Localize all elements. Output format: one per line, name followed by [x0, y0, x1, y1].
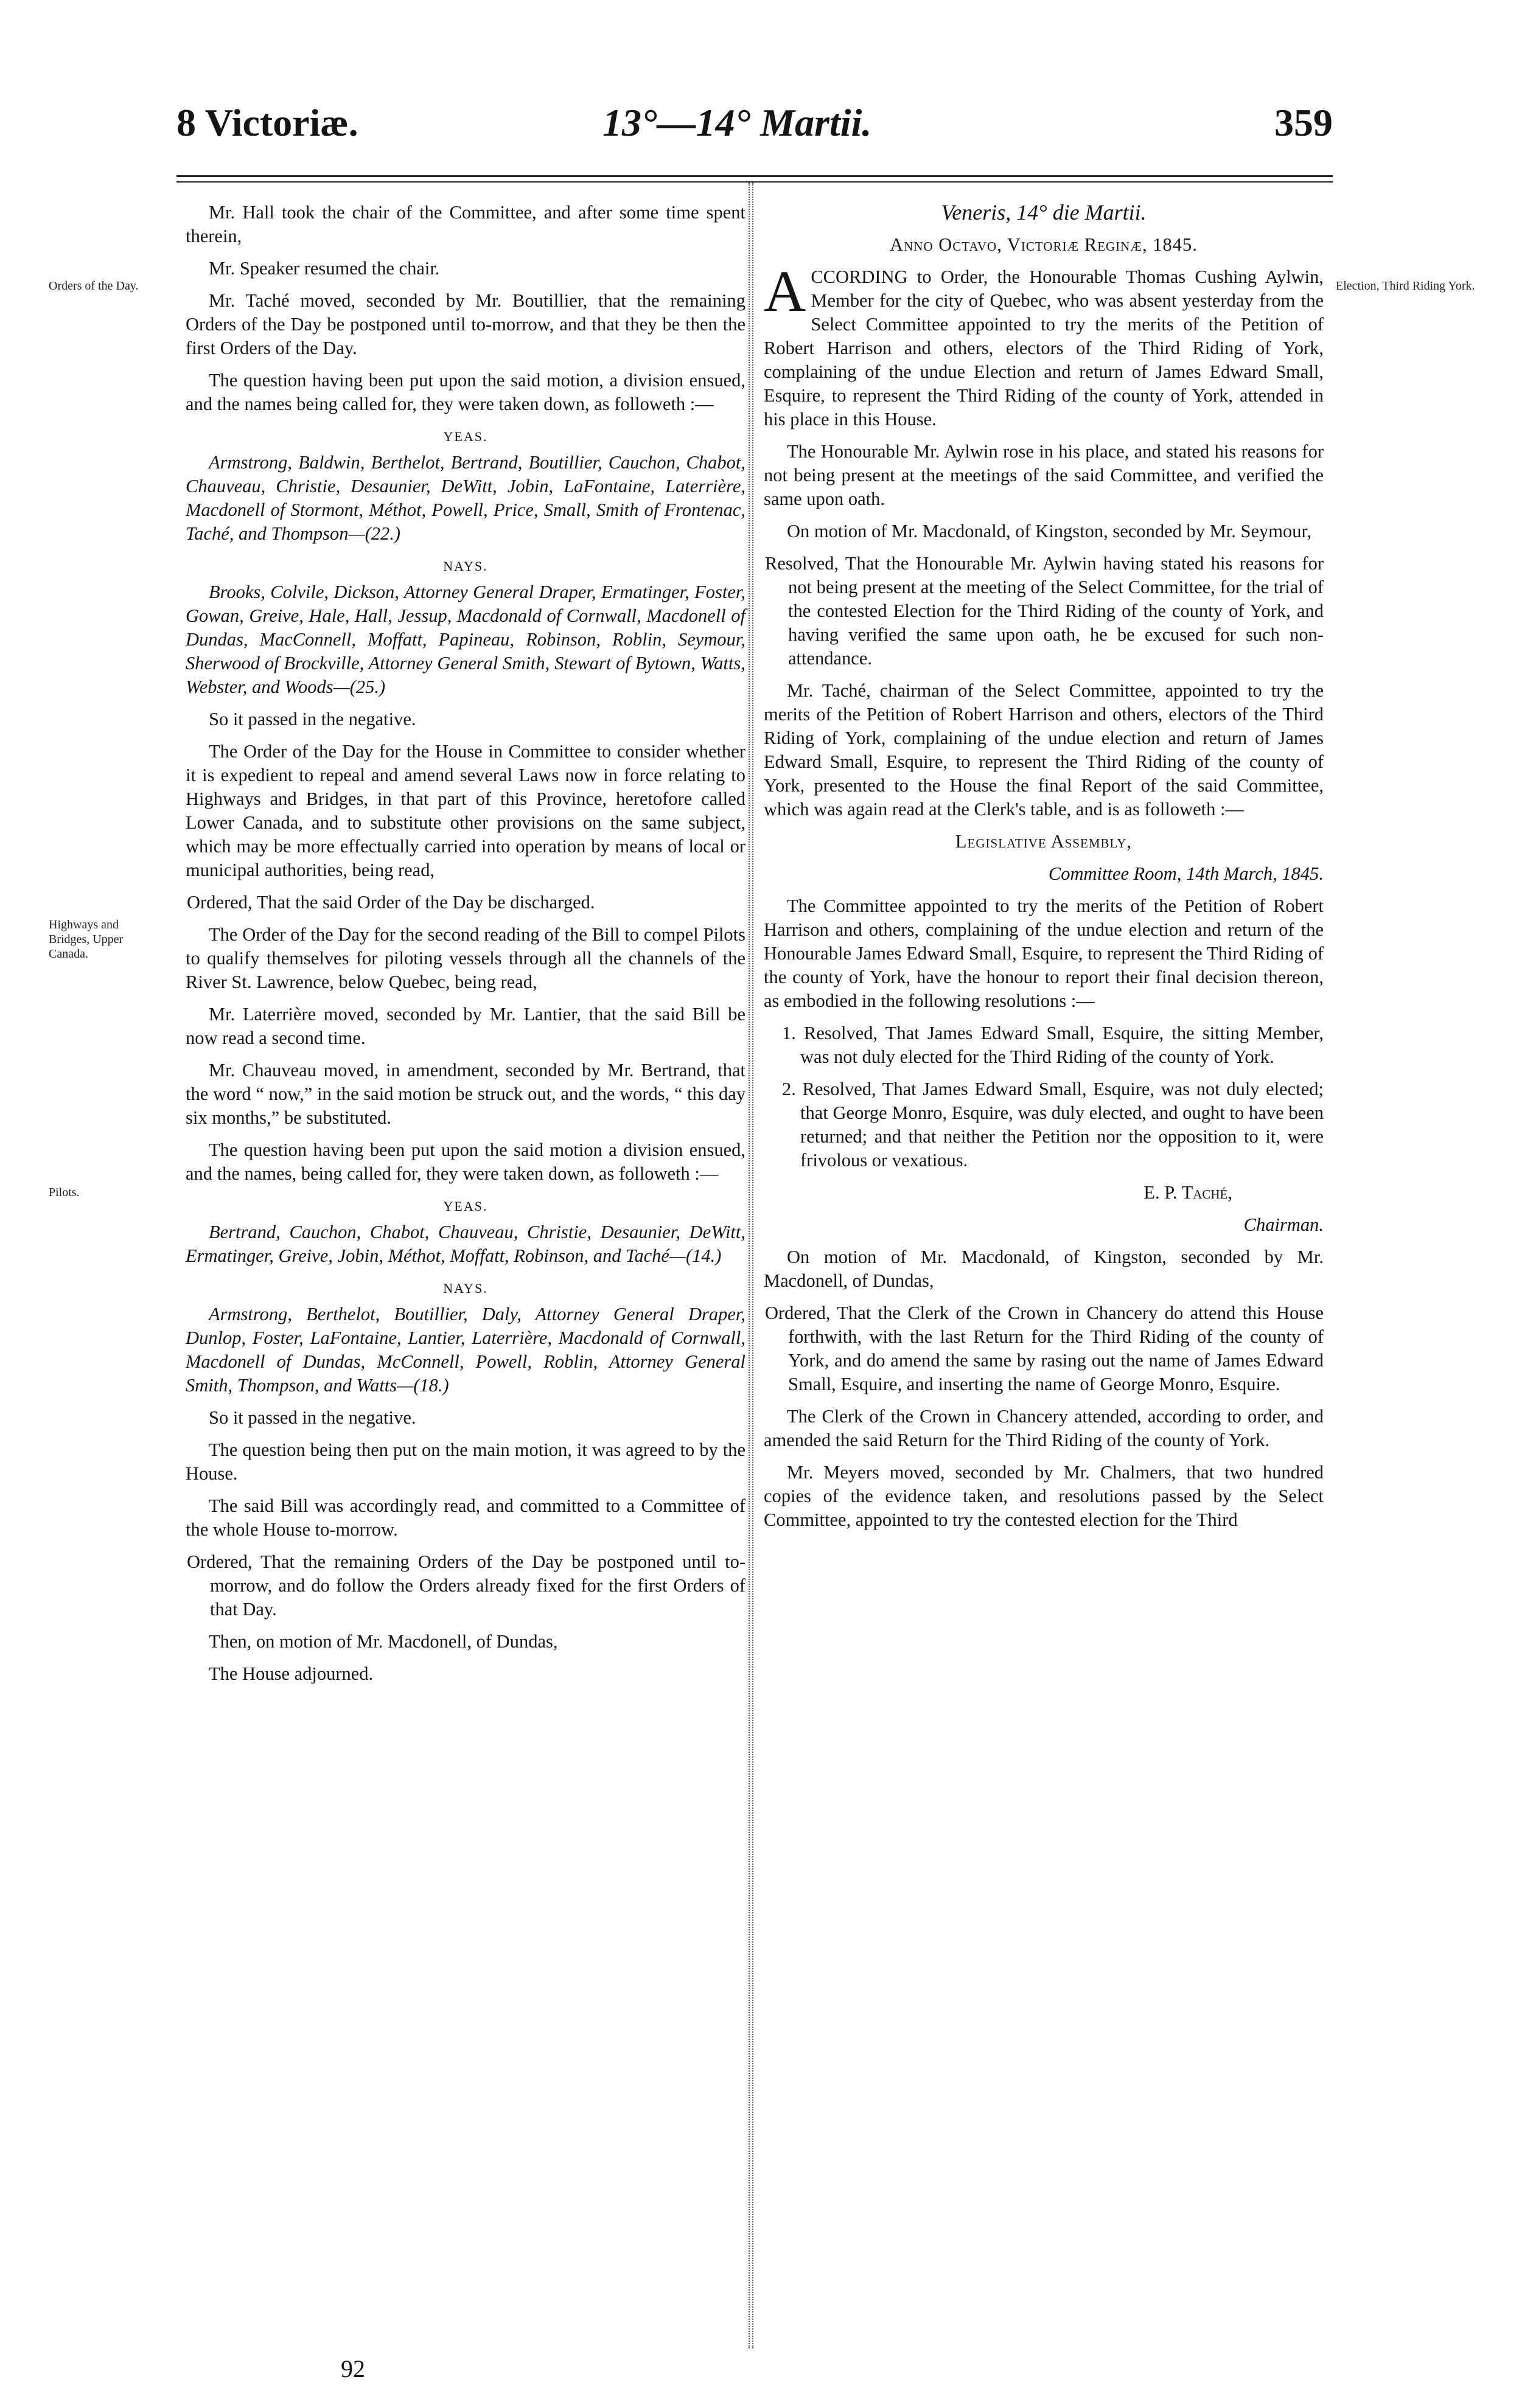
- drop-cap: A: [764, 259, 806, 324]
- header-rule-thin: [176, 181, 1333, 183]
- paragraph: The Committee appointed to try the merits of the Petition of Robert Harrison and others, complaining of the undue election and return of the Honourable James Edward Small, Esquire, to represent the Third Riding of the county of York, have the honour to report their final decision thereon, as embodied in the following resolutions :—: [764, 896, 1324, 1011]
- paragraph: So it passed in the negative.: [209, 709, 416, 729]
- left-column: [186, 201, 745, 1694]
- column-divider: [749, 183, 750, 2348]
- vote-names-yeas: Bertrand, Cauchon, Chabot, Chauveau, Christie, Desaunier, DeWitt, Ermatinger, Greive, Jobin, Méthot, Moffatt, Robinson, and Taché—(14.): [186, 1222, 745, 1266]
- paragraph: The House adjourned.: [209, 1663, 374, 1684]
- paragraph: Mr. Meyers moved, seconded by Mr. Chalmers, that two hundred copies of the evidence taken, and resolutions passed by the Select Committee, appointed to try the contested election for the Third: [764, 1462, 1324, 1530]
- margin-note-orders: Orders of the Day.: [49, 279, 139, 293]
- paragraph: Mr. Laterrière moved, seconded by Mr. Lantier, that the said Bill be now read a second time.: [186, 1004, 745, 1048]
- paragraph: Then, on motion of Mr. Macdonell, of Dundas,: [209, 1631, 558, 1652]
- anno-heading: Anno Octavo, Victoriæ Reginæ, 1845.: [890, 234, 1198, 255]
- resolution-2: 2. Resolved, That James Edward Small, Esquire, was not duly elected; that George Monro, Esquire, was duly elected, and ought to have been returned; and that neither the Petition nor the opposition to it, were frivolous or vexatious.: [782, 1079, 1324, 1171]
- vote-names-nays: Armstrong, Berthelot, Boutillier, Daly, Attorney General Draper, Dunlop, Foster, LaFontaine, Lantier, Laterrière, Macdonald of Cornwall, Macdonell of Dundas, McConnell, Powell, Roblin, Attorney General Smith, Thompson, and Watts—(18.): [186, 1304, 745, 1396]
- margin-note-pilots: Pilots.: [49, 1186, 80, 1199]
- vote-label-yeas: YEAS.: [443, 1199, 488, 1214]
- margin-note-highways: Highways and Bridges, Upper Canada.: [49, 918, 124, 961]
- assembly-heading: Legislative Assembly,: [955, 831, 1133, 852]
- paragraph: Mr. Hall took the chair of the Committee, and after some time spent therein,: [186, 202, 745, 246]
- paragraph: On motion of Mr. Macdonald, of Kingston, seconded by Mr. Macdonell, of Dundas,: [764, 1247, 1324, 1291]
- opening-paragraph: [764, 259, 1324, 431]
- paragraph: The Order of the Day for the House in Committee to consider whether it is expedient to repeal and amend several Laws now in force relating to Highways and Bridges, in that part of this Province, heretofore called Lower Canada, and to substitute other provisions on the same subject, which may be more effectually carried into operation by means of local or municipal authorities, being read,: [186, 741, 745, 880]
- date-heading: Veneris, 14° die Martii.: [941, 200, 1147, 224]
- vote-label-nays: NAYS.: [443, 1281, 488, 1296]
- right-column: [764, 201, 1324, 1540]
- vote-names-nays: Brooks, Colvile, Dickson, Attorney General Draper, Ermatinger, Foster, Gowan, Greive, Hale, Hall, Jessup, Macdonald of Cornwall, Macdonell of Dundas, MacConnell, Moffatt, Papineau, Robinson, Roblin, Seymour, Sherwood of Brockville, Attorney General Smith, Stewart of Bytown, Watts, Webster, and Woods—(25.): [186, 582, 745, 697]
- paragraph: So it passed in the negative.: [209, 1407, 416, 1428]
- header-date: 13°—14° Martii.: [602, 101, 872, 144]
- paragraph: On motion of Mr. Macdonald, of Kingston, seconded by Mr. Seymour,: [787, 521, 1312, 541]
- paragraph: The Clerk of the Crown in Chancery attended, according to order, and amended the said Return for the Third Riding of the county of York.: [764, 1406, 1324, 1450]
- page-number: 359: [1274, 101, 1333, 144]
- paragraph: The question having been put upon the said motion, a division ensued, and the names being called for, they were taken down, as followeth :—: [186, 370, 745, 414]
- vote-names-yeas: Armstrong, Baldwin, Berthelot, Bertrand, Boutillier, Cauchon, Chabot, Chauveau, Christie, Desaunier, DeWitt, Jobin, LaFontaine, Laterrière, Macdonell of Stormont, Méthot, Powell, Price, Small, Smith of Frontenac, Taché, and Thompson—(22.): [186, 452, 745, 544]
- paragraph: Mr. Chauveau moved, in amendment, seconded by Mr. Bertrand, that the word “ now,” in the said motion be struck out, and the words, “ this day six months,” be substituted.: [186, 1060, 745, 1128]
- ordered-paragraph: Ordered, That the said Order of the Day be discharged.: [187, 892, 595, 913]
- resolution-1: 1. Resolved, That James Edward Small, Esquire, the sitting Member, was not duly elected for the Third Riding of the county of York.: [782, 1023, 1324, 1067]
- signature-name: E. P. Taché,: [1143, 1182, 1232, 1203]
- header-regnal-year: 8 Victoriæ.: [176, 101, 358, 144]
- opening-text: CCORDING to Order, the Honourable Thomas Cushing Aylwin, Member for the city of Quebec, who was absent yesterday from the Select Committee appointed to try the merits of the Petition of Robert Harrison and others, electors of the Third Riding of York, complaining of the undue Election and return of James Edward Small, Esquire, to represent the Third Riding of the county of York, attended in his place in this House.: [764, 266, 1324, 430]
- paragraph: The Order of the Day for the second reading of the Bill to compel Pilots to qualify themselves for piloting vessels through all the channels of the River St. Lawrence, below Quebec, being read,: [186, 924, 745, 992]
- header-rule: [176, 175, 1333, 177]
- paragraph: The question having been put upon the said motion a division ensued, and the names, being called for, they were taken down, as followeth :—: [186, 1140, 745, 1184]
- paragraph: The question being then put on the main motion, it was agreed to by the House.: [186, 1439, 745, 1484]
- paragraph: Mr. Speaker resumed the chair.: [209, 258, 440, 279]
- paragraph: The Honourable Mr. Aylwin rose in his place, and stated his reasons for not being present at the meetings of the said Committee, and verified the same upon oath.: [764, 441, 1324, 509]
- ordered-paragraph: Ordered, That the remaining Orders of the Day be postponed until to-morrow, and do follow the Orders already fixed for the first Orders of that Day.: [187, 1551, 745, 1620]
- ordered-paragraph: Ordered, That the Clerk of the Crown in Chancery do attend this House forthwith, with the last Return for the Third Riding of the county of York, and do amend the same by rasing out the name of James Edward Small, Esquire, and inserting the name of George Monro, Esquire.: [765, 1303, 1324, 1394]
- vote-label-yeas: YEAS.: [443, 429, 488, 444]
- resolved-paragraph: Resolved, That the Honourable Mr. Aylwin having stated his reasons for not being present at the meeting of the Select Committee, for the trial of the contested Election for the Third Riding of the county of York, and having verified the same upon oath, he be excused for such non-attendance.: [765, 553, 1324, 669]
- printer-signature-mark: 92: [341, 2355, 365, 2382]
- signature-title: Chairman.: [1243, 1214, 1324, 1235]
- column-divider-second: [752, 183, 753, 2348]
- paragraph: The said Bill was accordingly read, and committed to a Committee of the whole House to-morrow.: [186, 1495, 745, 1540]
- margin-note-election: Election, Third Riding York.: [1336, 279, 1475, 293]
- paragraph: Mr. Taché, chairman of the Select Committee, appointed to try the merits of the Petition of Robert Harrison and others, electors of the Third Riding of York, complaining of the undue election and return of James Edward Small, Esquire, to represent the Third Riding of the county of York, presented to the House the final Report of the said Committee, which was again read at the Clerk's table, and is as followeth :—: [764, 680, 1324, 819]
- vote-label-nays: NAYS.: [443, 559, 488, 574]
- paragraph: Mr. Taché moved, seconded by Mr. Boutillier, that the remaining Orders of the Day be postponed until to-morrow, and that they be then the first Orders of the Day.: [186, 290, 745, 358]
- committee-room-line: Committee Room, 14th March, 1845.: [1048, 863, 1324, 884]
- page-header: [176, 100, 1333, 161]
